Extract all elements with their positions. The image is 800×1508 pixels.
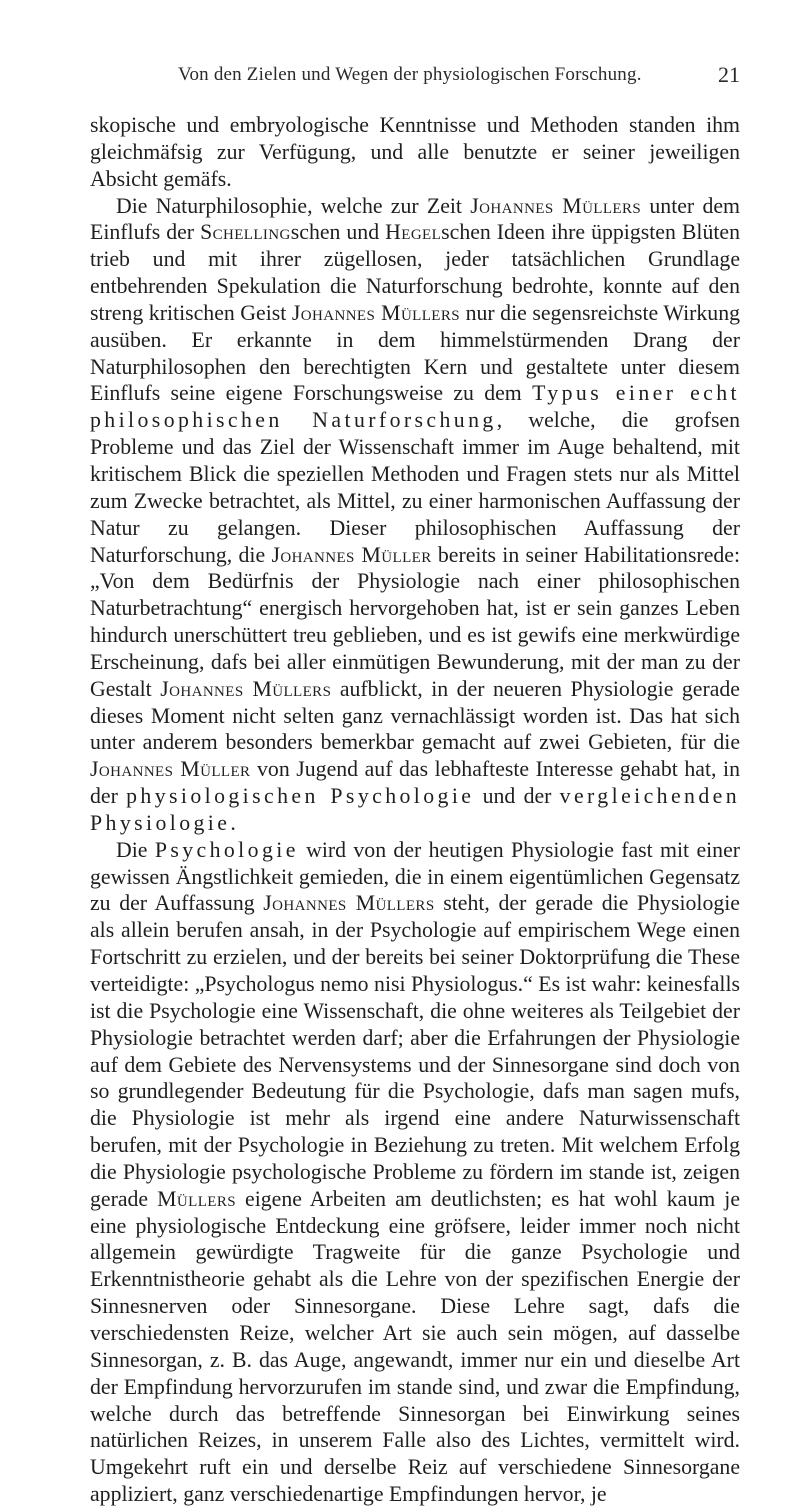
small-caps-name: Müllers — [157, 1186, 236, 1211]
text-run: wird von der heutigen Physiologie fast mit einer gewissen Ängstlichkeit gemieden, die in einem eigentümlichen Gegensatz zu der Auffassung — [90, 837, 741, 916]
text-run: aufblickt, in der neueren Physiologie gerade dieses Moment nicht selten ganz vernachlässigt worden ist. Das hat sich unter anderem besonders bemerkbar gemacht auf zwei Gebieten, für die — [90, 676, 740, 755]
small-caps-name: Johannes Müller — [271, 542, 432, 567]
text-run: bereits in seiner Habilitationsrede: „Von dem Bedürfnis der Physiologie nach einer philosophischen Naturbetrachtung“ energisch hervorgehoben hat, ist er sein ganzes Leben hindurch unerschüttert treu geblieben, und es ist gewifs eine merkwürdige Erscheinung, dafs bei aller einmütigen Bewunderung, mit der man zu der Gestalt — [90, 542, 740, 701]
small-caps-name: Johannes Müllers — [263, 891, 435, 916]
text-run: skopische und embryologische Kenntnisse und Methoden standen ihm gleichmäfsig zur Verfügung, und alle benutzte er seiner jeweiligen Absicht gemäfs. — [90, 113, 740, 191]
body-text — [90, 112, 740, 1508]
text-run: Die Naturphilosophie, welche zur Zeit — [116, 193, 471, 218]
paragraph — [90, 112, 740, 193]
small-caps-name: Johannes Müllers — [291, 300, 461, 325]
text-run: Die — [116, 837, 155, 862]
small-caps-name: Johannes Müller — [90, 757, 251, 782]
small-caps-name: Hegel — [385, 220, 442, 245]
running-header — [90, 64, 740, 94]
small-caps-name: Schelling — [200, 220, 291, 245]
small-caps-name: Johannes Müllers — [470, 193, 642, 218]
text-run: und der — [474, 784, 560, 809]
text-run: nur die segensreichste Wirkung ausüben. Er erkannte in dem himmelstürmenden Drang der Naturphilosophen den berechtigten Kern und gestaltete unter diesem Einflufs seine eigene Forschungsweise zu dem — [90, 300, 740, 406]
spaced-emphasis: vergleichenden Physiologie — [90, 784, 741, 835]
text-run: . — [230, 810, 236, 835]
small-caps-name: Johannes Müllers — [160, 676, 332, 701]
text-run: unter dem Einflufs der — [90, 193, 740, 245]
paragraph — [90, 193, 740, 837]
text-run: steht, der gerade die Physiologie als allein berufen ansah, in der Psychologie auf empirischem Wege einen Fortschritt zu erzielen, und der bereits bei seiner Doktorprüfung die These verteidigte: „Psychologus nemo nisi Physiologus.“ Es ist wahr: keinesfalls ist die Psychologie eine Wissenschaft, die ohne weiteres als Teilgebiet der Physiologie betrachtet werden darf; aber die Erfahrungen der Physiologie auf dem Gebiete des Nervensystems und der Sinnesorgane sind doch von so grundlegender Bedeutung für die Psychologie, dafs man sagen mufs, die Physiologie ist mehr als irgend eine andere Naturwissenschaft berufen, mit der Psychologie in Beziehung zu treten. Mit welchem Erfolg die Physiologie psychologische Probleme zu fördern im stande ist, zeigen gerade — [90, 891, 740, 1211]
text-run: eigene Arbeiten am deutlichsten; es hat wohl kaum je eine physiologische Entdeckung eine gröfsere, leider immer noch nicht allgemein gewürdigte Tragweite für die ganze Psychologie und Erkenntnistheorie gehabt als die Lehre von der spezifischen Energie der Sinnesnerven oder Sinnesorgane. Diese Lehre sagt, dafs die verschiedensten Reize, welcher Art sie auch sein mögen, auf dasselbe Sinnesorgan, z. B. das Auge, angewandt, immer nur ein und dieselbe Art der Empfindung hervorzurufen im stande sind, und zwar die Empfindung, welche durch das betreffende Sinnesorgan bei Einwirkung seines natürlichen Reizes, in unserem Falle also des Lichtes, vermittelt wird. Umgekehrt ruft ein und derselbe Reiz auf verschiedene Sinnesorgane appliziert, ganz verschiedenartige Empfindungen hervor, je — [90, 1186, 740, 1507]
text-run: von Jugend auf das lebhafteste Interesse gehabt hat, in der — [90, 757, 740, 809]
text-run: , welche, die grofsen Probleme und das Ziel der Wissenschaft immer im Auge behaltend, mit kritischem Blick die speziellen Methoden und Fragen stets nur als Mittel zum Zwecke betrachtet, als Mittel, zu einer harmonischen Auffassung der Natur zu gelangen. Dieser philosophischen Auffassung der Naturforschung, die — [90, 408, 740, 567]
text-run: schen und — [290, 220, 386, 245]
spaced-emphasis: physiologischen Psychologie — [126, 784, 475, 809]
page-number: 21 — [718, 62, 740, 87]
running-title: Von den Zielen und Wegen der physiologischen Forschung. — [178, 64, 642, 85]
text-run: schen Ideen ihre üppigsten Blüten trieb und mit ihrer zügellosen, jeder tatsächlichen Grundlage entbehrenden Spekulation die Naturforschung bedrohte, konnte auf den streng kritischen Geist — [90, 220, 740, 325]
spaced-emphasis: Typus einer echt philosophischen Naturforschung — [90, 381, 741, 433]
paragraph — [90, 837, 740, 1508]
spaced-emphasis: Psychologie — [154, 837, 299, 862]
